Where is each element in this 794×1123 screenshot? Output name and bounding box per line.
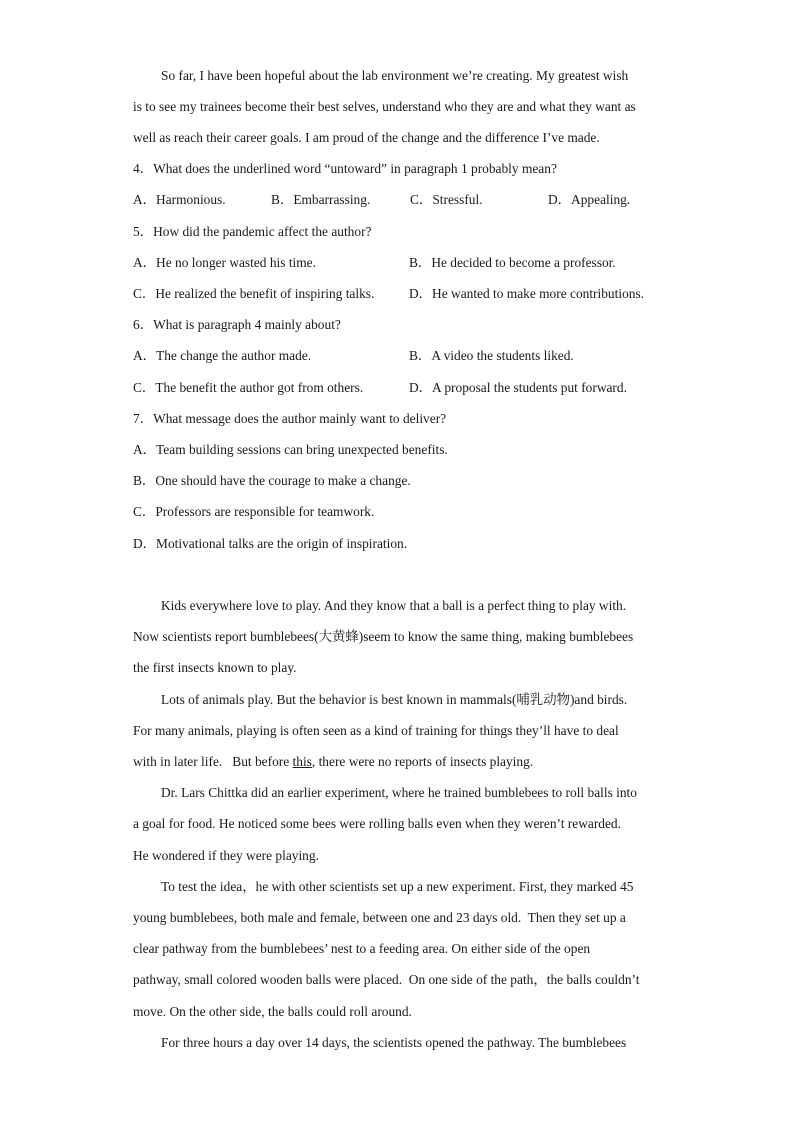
question-6-option-d: D．A proposal the students put forward. — [409, 380, 627, 395]
paragraph-line: well as reach their career goals. I am proud of the change and the difference I’ve made. — [133, 130, 600, 145]
paragraph-line: the first insects known to play. — [133, 660, 297, 675]
question-4-stem: 4．What does the underlined word “untoward” in paragraph 1 probably mean? — [133, 161, 557, 176]
question-4-option-a: A．Harmonious. — [133, 192, 226, 207]
paragraph-line: pathway, small colored wooden balls were placed. On one side of the path，the balls couldn’t — [133, 972, 640, 987]
question-4-option-c: C．Stressful. — [410, 192, 483, 207]
question-7-stem: 7．What message does the author mainly want to deliver? — [133, 411, 447, 426]
question-5-stem: 5．How did the pandemic affect the author? — [133, 224, 372, 239]
paragraph-line: For three hours a day over 14 days, the scientists opened the pathway. The bumblebees — [161, 1035, 627, 1050]
question-6-option-b: B．A video the students liked. — [409, 348, 574, 363]
paragraph-line: clear pathway from the bumblebees’ nest to a feeding area. On either side of the open — [133, 941, 591, 956]
paragraph-line: Dr. Lars Chittka did an earlier experiment, where he trained bumblebees to roll balls into — [161, 785, 637, 800]
question-6-stem: 6．What is paragraph 4 mainly about? — [133, 317, 341, 332]
question-7-option-c: C．Professors are responsible for teamwork. — [133, 504, 375, 519]
question-5-option-a: A．He no longer wasted his time. — [133, 255, 316, 270]
question-5-option-b: B．He decided to become a professor. — [409, 255, 616, 270]
question-4-option-d: D．Appealing. — [548, 192, 631, 207]
paragraph-line: So far, I have been hopeful about the lab environment we’re creating. My greatest wish — [161, 68, 629, 83]
paragraph-line: For many animals, playing is often seen as a kind of training for things they’ll have to deal — [133, 723, 619, 738]
paragraph-line: is to see my trainees become their best selves, understand who they are and what they want as — [133, 99, 636, 114]
question-5-option-c: C．He realized the benefit of inspiring talks. — [133, 286, 375, 301]
question-4-option-b: B．Embarrassing. — [271, 192, 371, 207]
question-6-option-a: A．The change the author made. — [133, 348, 312, 363]
paragraph-line: To test the idea，he with other scientists set up a new experiment. First, they marked 45 — [161, 879, 634, 894]
paragraph-line — [133, 754, 533, 770]
question-7-option-d: D．Motivational talks are the origin of inspiration. — [133, 536, 408, 551]
text-run: , there were no reports of insects playing. — [311, 754, 534, 769]
question-6-option-c: C．The benefit the author got from others. — [133, 380, 364, 395]
paragraph-line: Kids everywhere love to play. And they know that a ball is a perfect thing to play with. — [161, 598, 627, 613]
paragraph-line: move. On the other side, the balls could roll around. — [133, 1004, 412, 1019]
text-run: with in later life. But before — [133, 754, 293, 769]
paragraph-line: He wondered if they were playing. — [133, 848, 319, 863]
paragraph-line: young bumblebees, both male and female, between one and 23 days old. Then they set up a — [133, 910, 626, 925]
paragraph-line: Now scientists report bumblebees(大黄蜂)seem to know the same thing, making bumblebees — [133, 629, 634, 644]
underlined-word: this — [292, 754, 312, 769]
paragraph-line: a goal for food. He noticed some bees were rolling balls even when they weren’t rewarded. — [133, 816, 621, 831]
question-7-option-b: B．One should have the courage to make a change. — [133, 473, 411, 488]
question-7-option-a: A．Team building sessions can bring unexpected benefits. — [133, 442, 448, 457]
paragraph-line: Lots of animals play. But the behavior is best known in mammals(哺乳动物)and birds. — [161, 692, 628, 707]
question-5-option-d: D．He wanted to make more contributions. — [409, 286, 645, 301]
